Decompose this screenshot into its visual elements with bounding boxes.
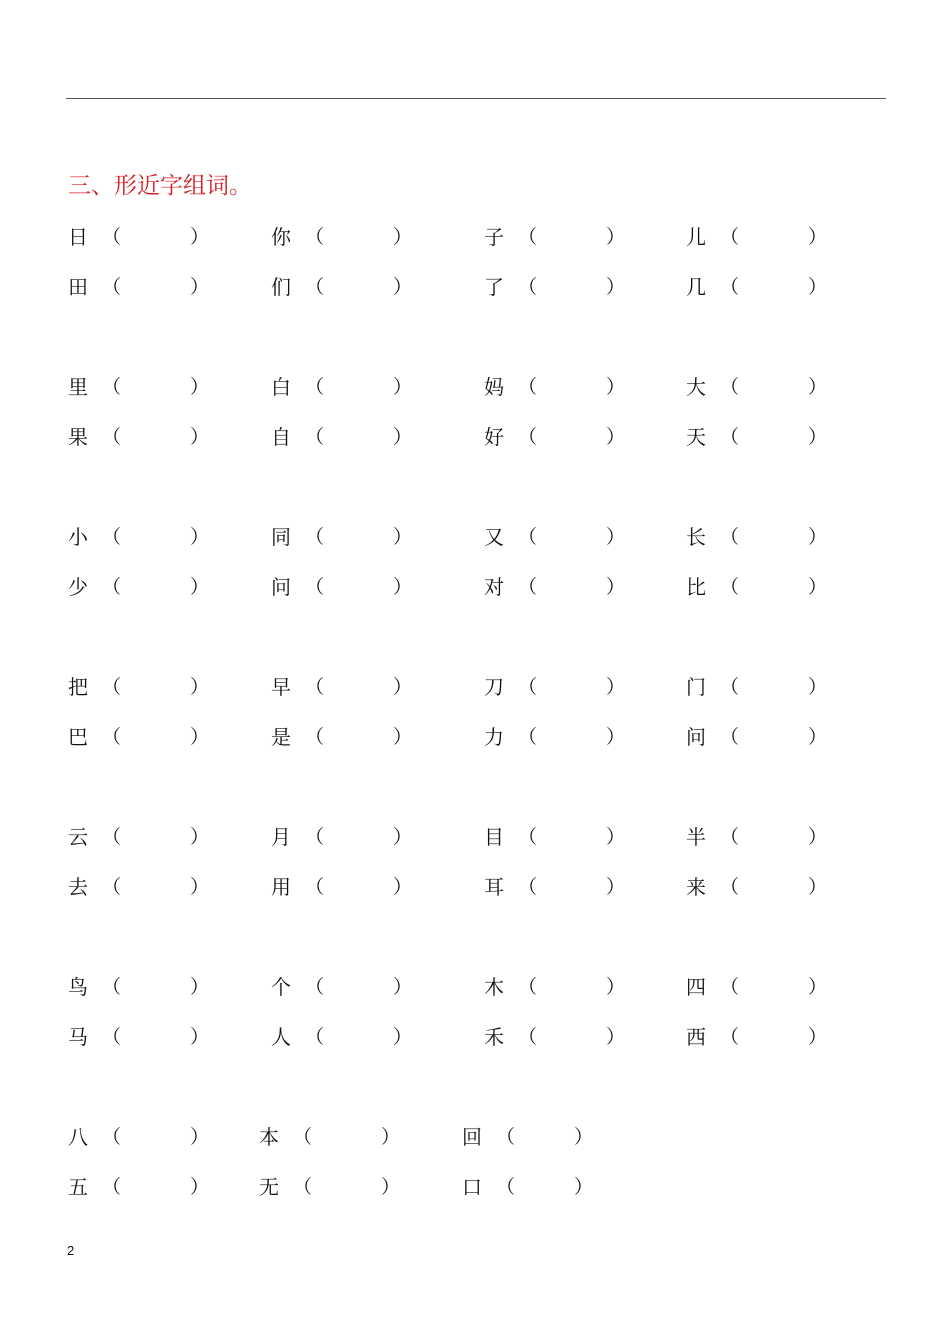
exercise-row bbox=[0, 671, 950, 703]
close-paren: ） bbox=[393, 1026, 413, 1048]
word-item[interactable] bbox=[484, 721, 624, 753]
word-item[interactable] bbox=[259, 1171, 399, 1203]
close-paren: ） bbox=[606, 1026, 626, 1048]
close-paren: ） bbox=[606, 276, 626, 298]
open-paren: （ bbox=[720, 676, 740, 698]
close-paren: ） bbox=[393, 876, 413, 898]
word-item[interactable] bbox=[686, 971, 826, 1003]
open-paren: （ bbox=[305, 826, 325, 848]
character: 了 bbox=[484, 275, 504, 299]
character: 长 bbox=[686, 525, 706, 549]
word-item[interactable] bbox=[686, 1021, 826, 1053]
word-item[interactable] bbox=[686, 371, 826, 403]
open-paren: （ bbox=[305, 1026, 325, 1048]
word-item[interactable] bbox=[68, 1121, 208, 1153]
close-paren: ） bbox=[574, 1176, 594, 1198]
close-paren: ） bbox=[190, 526, 210, 548]
open-paren: （ bbox=[720, 576, 740, 598]
close-paren: ） bbox=[606, 826, 626, 848]
word-item[interactable] bbox=[484, 1021, 624, 1053]
word-item[interactable] bbox=[68, 971, 208, 1003]
word-item[interactable] bbox=[271, 871, 411, 903]
word-item[interactable] bbox=[68, 271, 208, 303]
word-item[interactable] bbox=[686, 521, 826, 553]
character: 问 bbox=[686, 725, 706, 749]
open-paren: （ bbox=[720, 976, 740, 998]
close-paren: ） bbox=[393, 226, 413, 248]
character: 目 bbox=[484, 825, 504, 849]
exercise-row bbox=[0, 821, 950, 853]
word-item[interactable] bbox=[686, 871, 826, 903]
character: 耳 bbox=[484, 875, 504, 899]
word-item[interactable] bbox=[68, 821, 208, 853]
open-paren: （ bbox=[293, 1126, 313, 1148]
close-paren: ） bbox=[574, 1126, 594, 1148]
close-paren: ） bbox=[606, 226, 626, 248]
close-paren: ） bbox=[393, 276, 413, 298]
close-paren: ） bbox=[808, 676, 828, 698]
exercise-row bbox=[0, 421, 950, 453]
word-item[interactable] bbox=[271, 221, 411, 253]
close-paren: ） bbox=[808, 1026, 828, 1048]
open-paren: （ bbox=[518, 276, 538, 298]
character: 天 bbox=[686, 425, 706, 449]
close-paren: ） bbox=[606, 976, 626, 998]
character: 马 bbox=[68, 1025, 88, 1049]
character: 们 bbox=[271, 275, 291, 299]
character: 回 bbox=[462, 1125, 482, 1149]
close-paren: ） bbox=[808, 876, 828, 898]
character: 小 bbox=[68, 525, 88, 549]
open-paren: （ bbox=[305, 976, 325, 998]
word-item[interactable] bbox=[484, 671, 624, 703]
open-paren: （ bbox=[305, 726, 325, 748]
open-paren: （ bbox=[102, 726, 122, 748]
character: 妈 bbox=[484, 375, 504, 399]
close-paren: ） bbox=[190, 676, 210, 698]
word-item[interactable] bbox=[484, 571, 624, 603]
word-item[interactable] bbox=[68, 871, 208, 903]
open-paren: （ bbox=[102, 276, 122, 298]
close-paren: ） bbox=[606, 876, 626, 898]
close-paren: ） bbox=[190, 226, 210, 248]
character: 果 bbox=[68, 425, 88, 449]
open-paren: （ bbox=[518, 526, 538, 548]
word-item[interactable] bbox=[484, 971, 624, 1003]
open-paren: （ bbox=[518, 1026, 538, 1048]
character: 月 bbox=[271, 825, 291, 849]
character: 白 bbox=[271, 375, 291, 399]
open-paren: （ bbox=[305, 876, 325, 898]
character: 把 bbox=[68, 675, 88, 699]
word-item[interactable] bbox=[259, 1121, 399, 1153]
character: 你 bbox=[271, 225, 291, 249]
character: 禾 bbox=[484, 1025, 504, 1049]
character: 问 bbox=[271, 575, 291, 599]
exercise-row bbox=[0, 571, 950, 603]
character: 早 bbox=[271, 675, 291, 699]
exercise-row bbox=[0, 1021, 950, 1053]
character: 儿 bbox=[686, 225, 706, 249]
exercise-row bbox=[0, 1121, 950, 1153]
close-paren: ） bbox=[190, 1126, 210, 1148]
open-paren: （ bbox=[720, 426, 740, 448]
open-paren: （ bbox=[102, 526, 122, 548]
word-item[interactable] bbox=[484, 871, 624, 903]
exercise-row bbox=[0, 271, 950, 303]
word-item[interactable] bbox=[686, 271, 826, 303]
open-paren: （ bbox=[305, 376, 325, 398]
word-item[interactable] bbox=[271, 971, 411, 1003]
character: 西 bbox=[686, 1025, 706, 1049]
word-item[interactable] bbox=[68, 1171, 208, 1203]
close-paren: ） bbox=[606, 426, 626, 448]
character: 无 bbox=[259, 1175, 279, 1199]
close-paren: ） bbox=[808, 376, 828, 398]
character: 日 bbox=[68, 225, 88, 249]
word-item[interactable] bbox=[271, 571, 411, 603]
exercise-row bbox=[0, 1171, 950, 1203]
open-paren: （ bbox=[102, 1176, 122, 1198]
character: 比 bbox=[686, 575, 706, 599]
close-paren: ） bbox=[393, 576, 413, 598]
character: 力 bbox=[484, 725, 504, 749]
character: 四 bbox=[686, 975, 706, 999]
open-paren: （ bbox=[518, 826, 538, 848]
open-paren: （ bbox=[305, 226, 325, 248]
character: 对 bbox=[484, 575, 504, 599]
page-number: 2 bbox=[67, 1243, 75, 1258]
character: 好 bbox=[484, 425, 504, 449]
open-paren: （ bbox=[518, 976, 538, 998]
character: 人 bbox=[271, 1025, 291, 1049]
character: 自 bbox=[271, 425, 291, 449]
open-paren: （ bbox=[102, 1126, 122, 1148]
open-paren: （ bbox=[518, 676, 538, 698]
open-paren: （ bbox=[720, 526, 740, 548]
open-paren: （ bbox=[305, 576, 325, 598]
character: 鸟 bbox=[68, 975, 88, 999]
close-paren: ） bbox=[808, 976, 828, 998]
character: 巴 bbox=[68, 725, 88, 749]
exercise-row bbox=[0, 521, 950, 553]
close-paren: ） bbox=[381, 1126, 401, 1148]
word-item[interactable] bbox=[462, 1121, 602, 1153]
word-item[interactable] bbox=[484, 421, 624, 453]
section-title: 三、形近字组词。 bbox=[68, 173, 252, 199]
word-item[interactable] bbox=[68, 371, 208, 403]
open-paren: （ bbox=[720, 276, 740, 298]
close-paren: ） bbox=[190, 826, 210, 848]
character: 八 bbox=[68, 1125, 88, 1149]
open-paren: （ bbox=[496, 1176, 516, 1198]
close-paren: ） bbox=[606, 726, 626, 748]
open-paren: （ bbox=[496, 1126, 516, 1148]
exercise-row bbox=[0, 221, 950, 253]
open-paren: （ bbox=[305, 676, 325, 698]
open-paren: （ bbox=[518, 576, 538, 598]
character: 是 bbox=[271, 725, 291, 749]
character: 大 bbox=[686, 375, 706, 399]
character: 同 bbox=[271, 525, 291, 549]
character: 本 bbox=[259, 1125, 279, 1149]
word-item[interactable] bbox=[271, 371, 411, 403]
close-paren: ） bbox=[393, 826, 413, 848]
close-paren: ） bbox=[190, 976, 210, 998]
exercise-row bbox=[0, 871, 950, 903]
character: 个 bbox=[271, 975, 291, 999]
open-paren: （ bbox=[102, 426, 122, 448]
close-paren: ） bbox=[808, 576, 828, 598]
word-item[interactable] bbox=[484, 521, 624, 553]
word-item[interactable] bbox=[686, 421, 826, 453]
character: 子 bbox=[484, 225, 504, 249]
word-item[interactable] bbox=[68, 1021, 208, 1053]
word-item[interactable] bbox=[686, 221, 826, 253]
word-item[interactable] bbox=[68, 671, 208, 703]
word-item[interactable] bbox=[686, 821, 826, 853]
exercise-row bbox=[0, 371, 950, 403]
word-item[interactable] bbox=[271, 421, 411, 453]
exercise-row bbox=[0, 971, 950, 1003]
word-item[interactable] bbox=[484, 221, 624, 253]
word-item[interactable] bbox=[68, 571, 208, 603]
word-item[interactable] bbox=[271, 271, 411, 303]
open-paren: （ bbox=[305, 276, 325, 298]
word-item[interactable] bbox=[271, 671, 411, 703]
word-item[interactable] bbox=[68, 221, 208, 253]
open-paren: （ bbox=[102, 376, 122, 398]
close-paren: ） bbox=[808, 526, 828, 548]
close-paren: ） bbox=[393, 426, 413, 448]
open-paren: （ bbox=[720, 1026, 740, 1048]
close-paren: ） bbox=[808, 276, 828, 298]
word-item[interactable] bbox=[484, 371, 624, 403]
open-paren: （ bbox=[102, 226, 122, 248]
open-paren: （ bbox=[720, 876, 740, 898]
close-paren: ） bbox=[393, 526, 413, 548]
close-paren: ） bbox=[808, 726, 828, 748]
character: 云 bbox=[68, 825, 88, 849]
open-paren: （ bbox=[102, 676, 122, 698]
exercise-row bbox=[0, 721, 950, 753]
close-paren: ） bbox=[190, 1026, 210, 1048]
close-paren: ） bbox=[190, 276, 210, 298]
close-paren: ） bbox=[190, 576, 210, 598]
open-paren: （ bbox=[102, 576, 122, 598]
close-paren: ） bbox=[190, 376, 210, 398]
character: 又 bbox=[484, 525, 504, 549]
word-item[interactable] bbox=[686, 721, 826, 753]
close-paren: ） bbox=[606, 376, 626, 398]
close-paren: ） bbox=[381, 1176, 401, 1198]
open-paren: （ bbox=[102, 826, 122, 848]
character: 田 bbox=[68, 275, 88, 299]
close-paren: ） bbox=[808, 426, 828, 448]
close-paren: ） bbox=[190, 426, 210, 448]
open-paren: （ bbox=[720, 826, 740, 848]
character: 五 bbox=[68, 1175, 88, 1199]
word-item[interactable] bbox=[271, 1021, 411, 1053]
close-paren: ） bbox=[190, 876, 210, 898]
word-item[interactable] bbox=[271, 721, 411, 753]
open-paren: （ bbox=[305, 426, 325, 448]
open-paren: （ bbox=[518, 426, 538, 448]
close-paren: ） bbox=[808, 226, 828, 248]
word-item[interactable] bbox=[462, 1171, 602, 1203]
character: 里 bbox=[68, 375, 88, 399]
open-paren: （ bbox=[518, 376, 538, 398]
open-paren: （ bbox=[305, 526, 325, 548]
word-item[interactable] bbox=[484, 271, 624, 303]
open-paren: （ bbox=[102, 1026, 122, 1048]
close-paren: ） bbox=[393, 676, 413, 698]
close-paren: ） bbox=[393, 726, 413, 748]
word-item[interactable] bbox=[686, 671, 826, 703]
character: 用 bbox=[271, 875, 291, 899]
close-paren: ） bbox=[606, 576, 626, 598]
word-item[interactable] bbox=[484, 821, 624, 853]
close-paren: ） bbox=[393, 976, 413, 998]
character: 木 bbox=[484, 975, 504, 999]
open-paren: （ bbox=[102, 976, 122, 998]
word-item[interactable] bbox=[271, 521, 411, 553]
open-paren: （ bbox=[293, 1176, 313, 1198]
word-item[interactable] bbox=[686, 571, 826, 603]
open-paren: （ bbox=[518, 226, 538, 248]
word-item[interactable] bbox=[68, 521, 208, 553]
word-item[interactable] bbox=[271, 821, 411, 853]
close-paren: ） bbox=[606, 676, 626, 698]
close-paren: ） bbox=[808, 826, 828, 848]
character: 半 bbox=[686, 825, 706, 849]
character: 门 bbox=[686, 675, 706, 699]
word-item[interactable] bbox=[68, 721, 208, 753]
open-paren: （ bbox=[720, 226, 740, 248]
close-paren: ） bbox=[606, 526, 626, 548]
character: 少 bbox=[68, 575, 88, 599]
character: 去 bbox=[68, 875, 88, 899]
close-paren: ） bbox=[393, 376, 413, 398]
character: 刀 bbox=[484, 675, 504, 699]
open-paren: （ bbox=[102, 876, 122, 898]
open-paren: （ bbox=[518, 726, 538, 748]
close-paren: ） bbox=[190, 726, 210, 748]
word-item[interactable] bbox=[68, 421, 208, 453]
open-paren: （ bbox=[518, 876, 538, 898]
close-paren: ） bbox=[190, 1176, 210, 1198]
character: 口 bbox=[462, 1175, 482, 1199]
character: 几 bbox=[686, 275, 706, 299]
character: 来 bbox=[686, 875, 706, 899]
open-paren: （ bbox=[720, 376, 740, 398]
open-paren: （ bbox=[720, 726, 740, 748]
